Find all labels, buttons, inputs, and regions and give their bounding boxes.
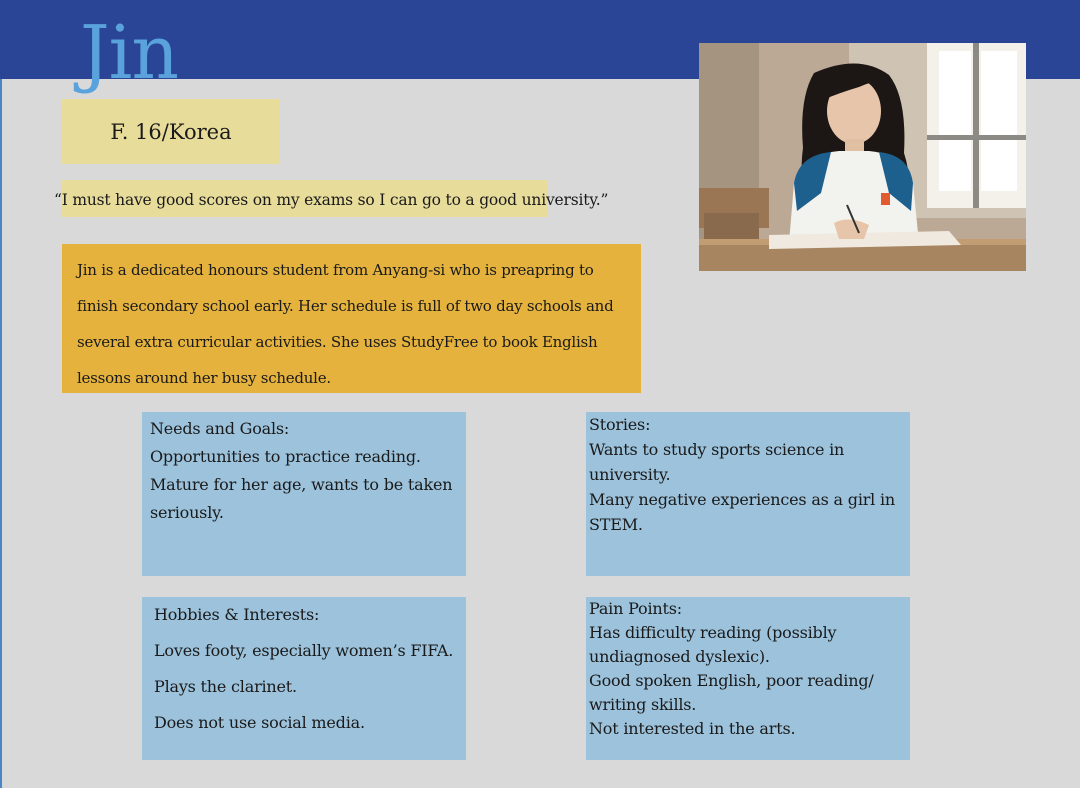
hobbies-interests-item: Plays the clarinet. [154, 677, 297, 696]
persona-name: Jin [80, 10, 178, 96]
needs-goals-item: Opportunities to practice reading. [150, 447, 421, 466]
persona-bio: Jin is a dedicated honours student from Anyang-si who is preapring to finish secondary school early. Her schedule is full of two day schools and several extra curricular activities. She uses StudyFree to book English lessons around her busy schedule. [77, 261, 614, 387]
left-edge-line [0, 79, 2, 788]
pain-points-card [586, 597, 910, 760]
pain-points-title: Pain Points: [589, 599, 682, 618]
student-in-classroom-photo-icon [699, 43, 1026, 271]
hobbies-interests-title: Hobbies & Interests: [154, 605, 320, 624]
persona-bio-box [62, 244, 641, 393]
stories-item: Many negative experiences as a girl in STEM. [589, 490, 896, 534]
persona-meta-text: F. 16/Korea [110, 119, 232, 144]
hobbies-interests-item: Does not use social media. [154, 713, 365, 732]
needs-goals-item: Mature for her age, wants to be taken seriously. [150, 475, 453, 522]
stories-item: Wants to study sports science in university. [589, 440, 845, 484]
stories-card [586, 412, 910, 576]
pain-points-item: Good spoken English, poor reading/ writing skills. [589, 671, 874, 714]
persona-photo [699, 43, 1026, 271]
needs-goals-card [142, 412, 466, 576]
hobbies-interests-card [142, 597, 466, 760]
persona-meta-badge [62, 99, 280, 164]
hobbies-interests-item: Loves footy, especially women’s FIFA. [154, 641, 454, 660]
needs-goals-title: Needs and Goals: [150, 419, 290, 438]
pain-points-item: Not interested in the arts. [589, 719, 796, 738]
stories-title: Stories: [589, 415, 651, 434]
persona-quote: “I must have good scores on my exams so I can go to a good university.” [54, 191, 609, 209]
pain-points-item: Has difficulty reading (possibly undiagnosed dyslexic). [589, 623, 837, 666]
